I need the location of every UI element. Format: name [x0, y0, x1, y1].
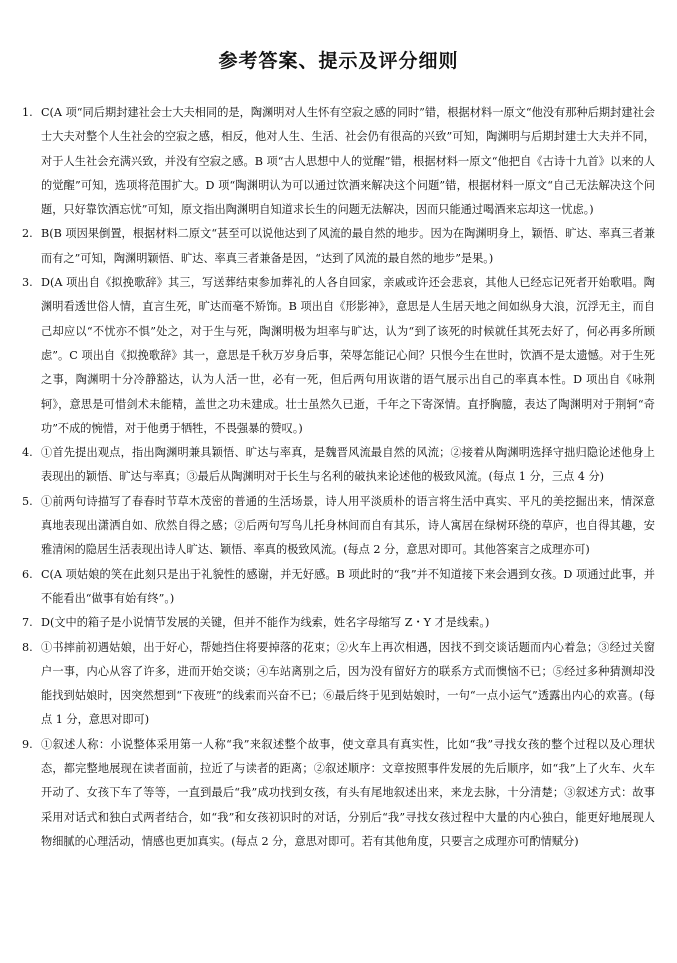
- answer-text: ①叙述人称：小说整体采用第一人称“我”来叙述整个故事，使文章具有真实性，比如“我”寻找女孩的整个过程以及心理状态，都完整地展现在读者面前，拉近了与读者的距离；②叙述顺序：文章按照事件发展的先后顺序，如“我”上了火车、火车开动了、女孩下车了等等，一直到最后“我”成功找到女孩，有头有尾地叙述出来，来龙去脉，十分清楚；③叙述方式：故事采用对话式和独白式两者结合，如“我”和女孩初识时的对话，分别后“我”寻找女孩过程中大量的内心独白，能更好地展现人物细腻的心理活动，情感也更加真实。(每点 2 分，意思对即可。若有其他角度，只要言之成理亦可酌情赋分): [41, 737, 655, 848]
- answer-number: 4.: [22, 446, 33, 460]
- answer-list: [22, 101, 655, 854]
- answer-item-5: [22, 490, 655, 563]
- answer-number: 3.: [22, 276, 33, 290]
- answer-item-9: [22, 733, 655, 854]
- answer-text: C(A 项“同后期封建社会士大夫相同的是，陶渊明对人生怀有空寂之感的同时”错，根据材料一原文“他没有那种后期封建社会士大夫对整个人生社会的空寂之感，相反，他对人生、生活、社会仍有很高的兴致”可知，陶渊明与后期封建士大夫并不同，对于人生社会充满兴致，并没有空寂之感。B 项“古人思想中人的觉醒”错，根据材料一原文“他把自《古诗十九首》以来的人的觉醒”可知，选项将范围扩大。D 项“陶渊明认为可以通过饮酒来解决这个问题”错，根据材料一原文“自己无法解决这个问题，只好靠饮酒忘忧”可知，原文指出陶渊明自知道求长生的问题无法解决，因而只能通过喝酒来忘却这一忧虑。): [41, 106, 655, 217]
- answer-item-8: [22, 636, 655, 733]
- answer-text: ①首先提出观点，指出陶渊明兼具颖悟、旷达与率真，是魏晋风流最自然的风流；②接着从陶渊明选择守拙归隐论述他身上表现出的颖悟、旷达与率真；③最后从陶渊明对于长生与名利的破执来论述他的极致风流。(每点 1 分，三点 4 分): [41, 446, 655, 484]
- answer-text: B(B 项因果倒置，根据材料二原文“甚至可以说他达到了风流的最自然的地步。因为在陶渊明身上，颖悟、旷达、率真三者兼而有之”可知，陶渊明颖悟、旷达、率真三者兼备是因，“达到了风流的最自然的地步”是果。): [41, 227, 655, 265]
- answer-item-6: [22, 563, 655, 612]
- answer-text: ①前两句诗描写了春春时节草木茂密的普通的生活场景，诗人用平淡质朴的语言将生活中真实、平凡的美挖掘出来，情深意真地表现出潇洒自如、欣然自得之感；②后两句写鸟儿托身林间而自有其乐，诗人寓居在绿树环绕的草庐，也自得其趣，安雅清闲的隐居生活表现出诗人旷达、颖悟、率真的极致风流。(每点 2 分，意思对即可。其他答案言之成理亦可): [41, 494, 655, 557]
- answer-number: 6.: [22, 567, 33, 581]
- answer-item-7: [22, 611, 655, 635]
- answer-item-3: [22, 271, 655, 441]
- answer-number: 2.: [22, 227, 33, 241]
- answer-number: 9.: [22, 737, 33, 751]
- answer-item-4: [22, 441, 655, 490]
- answer-number: 1.: [22, 106, 33, 119]
- answer-item-1: [22, 101, 655, 222]
- answer-text: D(A 项出自《拟挽歌辞》其三，写送葬结束参加葬礼的人各自回家，亲戚或许还会悲哀，其他人已经忘记死者开始歌唱。陶渊明看透世俗人情，直言生死，旷达而毫不矫饰。B 项出自《形影神》，意思是人生居天地之间如纵身大浪，沉浮无主，而自己却应以“不忧亦不惧”处之，对于生与死，陶渊明极为坦率与旷达，认为“到了该死的时候就任其死去好了，何必再多所顾虑”。C 项出自《拟挽歌辞》其一，意思是千秋万岁身后事，荣辱怎能记心间？只恨今生在世时，饮酒不是太遗憾。对于生死之事，陶渊明十分冷静豁达，认为人活一世，必有一死，但后两句用诙谐的语气展示出自己的率真本性。D 项出自《咏荆轲》，意思是可惜剑术未能精，盖世之功未建成。壮士虽然久已逝，千年之下寄深情。直抒胸臆，表达了陶渊明对于荆轲“奇功”不成的惋惜，对于他勇于牺牲，不畏强暴的赞叹。): [41, 276, 655, 435]
- answer-number: 7.: [22, 616, 33, 630]
- answer-item-2: [22, 222, 655, 271]
- answer-number: 5.: [22, 494, 33, 508]
- page-title: 参考答案、提示及评分细则: [218, 50, 459, 72]
- answer-text: D(文中的箱子是小说情节发展的关键，但并不能作为线索，姓名字母缩写 Z・Y 才是线索。): [41, 616, 490, 630]
- answer-number: 8.: [22, 640, 33, 654]
- answer-text: ①书摔前初遇姑娘，出于好心，帮她挡住将要掉落的花束；②火车上再次相遇，因找不到交谈话题而内心着急；③经过关窗户一事，内心从容了许多，进而开始交谈；④车站离别之后，因为没有留好方的联系方式而懊恼不已；⑤经过多种猜测却没能找到姑娘时，因突然想到“下夜班”的线索而兴奋不已；⑥最后终于见到姑娘时，一句“一点小运气”透露出内心的欢喜。(每点 1 分，意思对即可): [41, 640, 655, 727]
- answer-text: C(A 项姑娘的笑在此刻只是出于礼貌性的感谢，并无好感。B 项此时的“我”并不知道接下来会遇到女孩。D 项通过此事，并不能看出“做事有始有终”。): [41, 567, 655, 605]
